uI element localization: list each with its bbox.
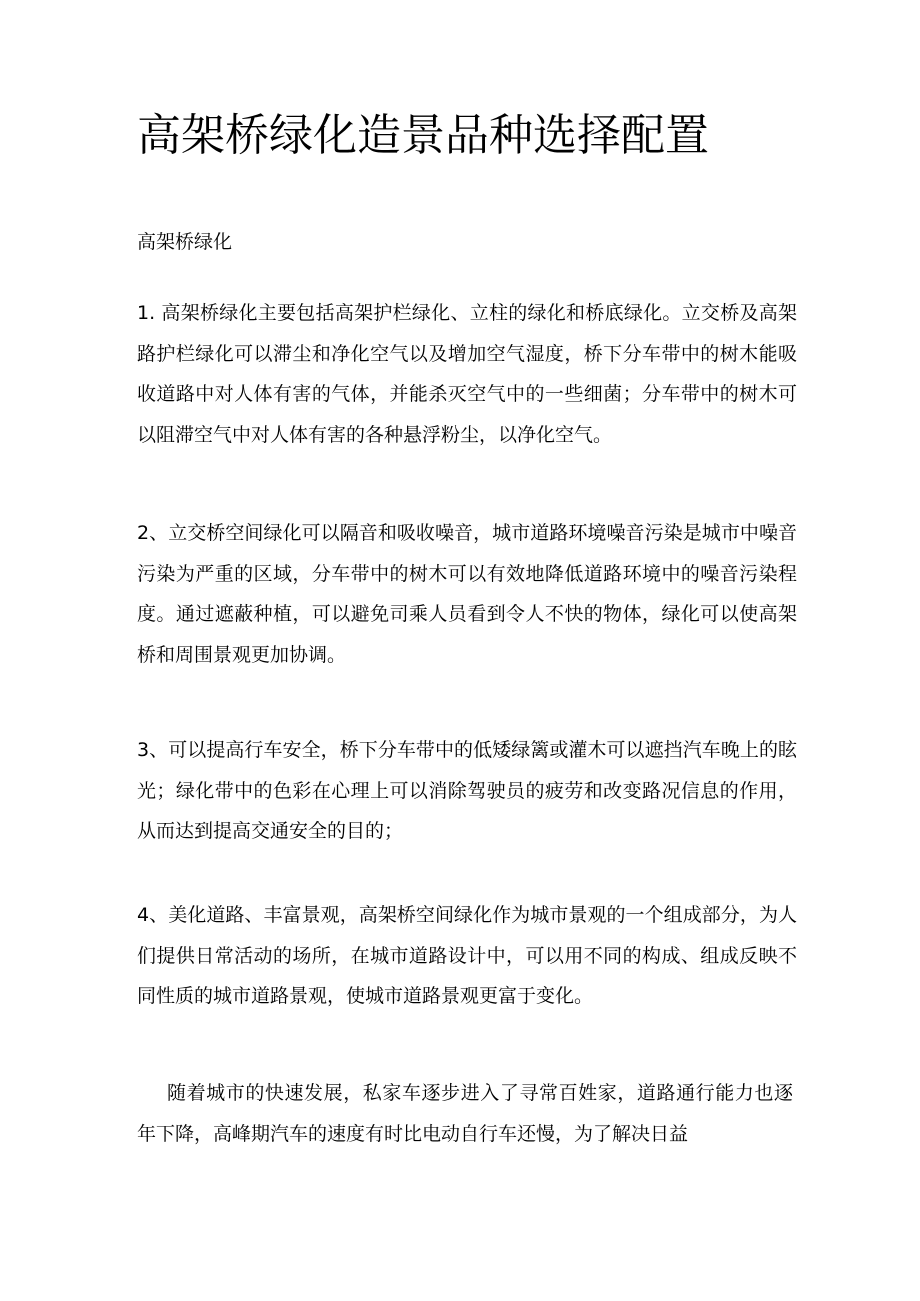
paragraph-2: 2、立交桥空间绿化可以隔音和吸收噪音，城市道路环境噪音污染是城市中噪音污染为严重的区域，分车带中的树木可以有效地降低道路环境中的噪音污染程度。通过遮蔽种植，可以避免司乘人员看到令人不快的物体，绿化可以使高架桥和周围景观更加协调。 xyxy=(137,522,797,666)
document-title: 高架桥绿化造景品种选择配置 xyxy=(137,110,709,161)
paragraph-3: 3、可以提高行车安全，桥下分车带中的低矮绿篱或灌木可以遮挡汽车晚上的眩光；绿化带中的色彩在心理上可以消除驾驶员的疲劳和改变路况信息的作用，从而达到提高交通安全的目的； xyxy=(137,739,797,842)
paragraph-4: 4、美化道路、丰富景观，高架桥空间绿化作为城市景观的一个组成部分，为人们提供日常活动的场所，在城市道路设计中，可以用不同的构成、组成反映不同性质的城市道路景观，使城市道路景观更富于变化。 xyxy=(137,904,797,1007)
section-heading: 高架桥绿化 xyxy=(137,231,233,253)
paragraph-5: 随着城市的快速发展，私家车逐步进入了寻常百姓家，道路通行能力也逐年下降，高峰期汽车的速度有时比电动自行车还慢，为了解决日益 xyxy=(137,1082,793,1145)
paragraph-1: 1. 高架桥绿化主要包括高架护栏绿化、立柱的绿化和桥底绿化。立交桥及高架路护栏绿化可以滞尘和净化空气以及增加空气湿度，桥下分车带中的树木能吸收道路中对人体有害的气体，并能杀灭空气中的一些细菌；分车带中的树木可以阻滞空气中对人体有害的各种悬浮粉尘，以净化空气。 xyxy=(137,302,797,446)
